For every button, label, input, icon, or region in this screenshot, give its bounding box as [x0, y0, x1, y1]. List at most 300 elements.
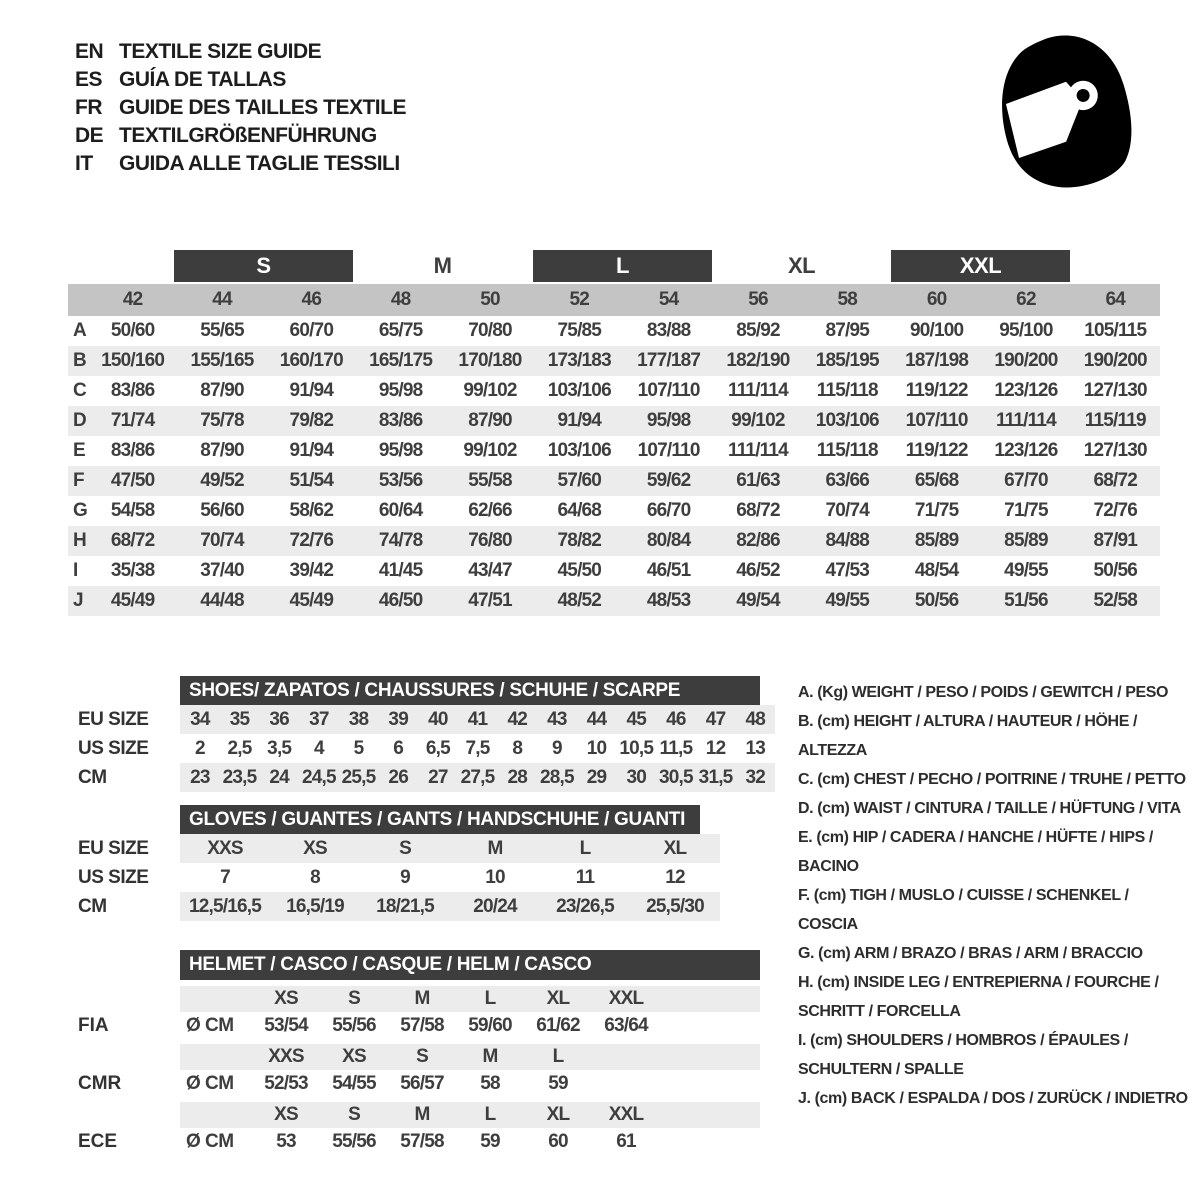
lang-row-it [75, 150, 406, 178]
size-value: 66/70 [646, 500, 691, 521]
shoe-cm: 27,5 [460, 766, 495, 788]
size-value: 48/53 [646, 590, 691, 611]
row-letter: G [73, 500, 88, 521]
glove-eu-size: M [487, 837, 503, 859]
legend-item-h [798, 968, 1190, 1026]
ece-size: XXL [608, 1104, 644, 1125]
size-value: 99/102 [463, 380, 517, 401]
cmr-size: XS [342, 1046, 366, 1067]
size-value: 177/187 [637, 350, 701, 371]
size-value: 87/91 [1093, 530, 1138, 551]
size-value: 111/114 [995, 410, 1056, 431]
size-value: 47/51 [468, 590, 512, 611]
size-value: 80/84 [646, 530, 691, 551]
legend-line: F. (cm) TIGH / MUSLO / CUISSE / SCHENKEL / COSCIA [798, 887, 1129, 933]
gloves-section-title: GLOVES / GUANTES / GANTS / HANDSCHUHE / GUANTI [180, 805, 700, 834]
glove-cm: 12,5/16,5 [188, 895, 262, 917]
shoe-cm: 32 [745, 766, 766, 788]
size-value: 82/86 [736, 530, 780, 551]
numeric-size: 42 [122, 289, 143, 310]
fia-value: 61/62 [536, 1015, 580, 1036]
shoe-eu-size: 38 [348, 708, 369, 730]
size-value: 103/106 [547, 440, 611, 461]
fia-size: L [484, 988, 496, 1009]
shoe-us-size: 2,5 [227, 737, 252, 759]
size-value: 71/75 [1004, 500, 1048, 521]
legend-item-g [798, 939, 1190, 968]
shoes-us-values [180, 734, 775, 763]
racing-helmet-icon [982, 28, 1138, 198]
cmr-sizes [252, 1044, 660, 1070]
shoe-us-size: 9 [551, 737, 562, 759]
shoe-us-size: 13 [745, 737, 766, 759]
size-value: 155/165 [190, 350, 254, 371]
shoe-us-size: 2 [194, 737, 205, 759]
glove-cm: 23/26,5 [556, 895, 614, 917]
shoe-eu-size: 48 [745, 708, 766, 730]
size-value: 71/75 [914, 500, 959, 521]
glove-eu-size: S [399, 837, 411, 859]
size-value: 83/88 [646, 320, 691, 341]
size-value: 87/90 [468, 410, 512, 431]
row-letter: B [73, 350, 87, 371]
shoe-us-size: 11,5 [659, 737, 693, 759]
diameter-cm-unit: Ø CM [186, 1015, 234, 1036]
shoe-eu-size: 36 [269, 708, 289, 730]
ece-value-row [78, 1128, 760, 1156]
lang-title: GUÍA DE TALLAS [119, 68, 286, 91]
cmr-value: 58 [480, 1073, 500, 1094]
size-value: 99/102 [463, 440, 517, 461]
size-value: 107/110 [905, 410, 968, 431]
spacer [180, 1044, 252, 1070]
size-value: 85/89 [914, 530, 959, 551]
shoe-cm: 24,5 [301, 766, 336, 788]
lang-code: IT [75, 152, 93, 175]
size-value: 49/55 [1004, 560, 1048, 581]
shoe-cm: 31,5 [698, 766, 733, 788]
ece-size: XL [546, 1104, 570, 1125]
shoe-eu-size: 43 [547, 708, 567, 730]
shoe-us-size: 4 [313, 737, 324, 759]
size-value: 91/94 [289, 440, 334, 461]
shoe-cm: 29 [586, 766, 607, 788]
numeric-size: 60 [926, 289, 947, 310]
table-row-i [68, 556, 1160, 586]
size-value: 70/80 [468, 320, 512, 341]
ece-value: 53 [276, 1131, 296, 1152]
shoe-us-size: 10,5 [619, 737, 654, 759]
shoe-cm: 30 [626, 766, 646, 788]
ece-size-header [180, 1102, 760, 1128]
size-value: 57/60 [557, 470, 602, 491]
shoes-eu-values [180, 705, 775, 734]
glove-cm: 16,5/19 [286, 895, 344, 917]
legend-line: G. (cm) ARM / BRAZO / BRAS / ARM / BRACCIO [798, 945, 1143, 962]
size-value: 95/98 [378, 380, 423, 401]
size-value: 160/170 [279, 350, 343, 371]
size-value: 115/118 [816, 380, 878, 401]
size-value: 61/63 [736, 470, 780, 491]
size-group-xxl: XXL [891, 250, 1070, 282]
fia-label: FIA [78, 1015, 109, 1036]
glove-us-size: 7 [220, 866, 230, 888]
row-letter: J [73, 590, 84, 611]
legend-line: J. (cm) BACK / ESPALDA / DOS / ZURÜCK / INDIETRO [798, 1090, 1188, 1107]
shoe-cm: 24 [269, 766, 289, 788]
glove-us-size: 11 [575, 866, 595, 888]
measurement-legend [798, 678, 1190, 1113]
lang-row-fr [75, 94, 406, 122]
shoe-cm: 23 [190, 766, 210, 788]
shoe-cm: 27 [428, 766, 448, 788]
size-group-s: S [174, 250, 353, 282]
size-value: 74/78 [378, 530, 423, 551]
size-value: 87/90 [200, 440, 244, 461]
gloves-size-section [68, 805, 788, 925]
size-value: 49/54 [736, 590, 780, 611]
table-row-a [68, 316, 1160, 346]
size-value: 41/45 [378, 560, 423, 581]
spacer [180, 986, 252, 1012]
numeric-size: 62 [1016, 289, 1036, 310]
shoe-eu-size: 42 [507, 708, 527, 730]
size-value: 59/62 [646, 470, 691, 491]
gloves-eu-size-label: EU SIZE [78, 837, 149, 859]
legend-line: E. (cm) HIP / CADERA / HANCHE / HÜFTE / HIPS / BACINO [798, 829, 1153, 875]
numeric-size-cells [88, 284, 1160, 316]
shoe-us-size: 3,5 [267, 737, 292, 759]
fia-value: 53/54 [264, 1015, 308, 1036]
lang-row-es [75, 66, 406, 94]
size-value: 71/74 [110, 410, 155, 431]
helmet-size-section [68, 950, 788, 1160]
size-value: 185/195 [815, 350, 879, 371]
shoe-eu-size: 40 [428, 708, 448, 730]
size-value: 75/85 [557, 320, 602, 341]
size-value: 83/86 [110, 380, 155, 401]
size-value: 127/130 [1083, 440, 1147, 461]
legend-item-i [798, 1026, 1190, 1084]
spacer [180, 1102, 252, 1128]
legend-item-b [798, 707, 1190, 765]
size-value: 56/60 [200, 500, 244, 521]
table-row-c [68, 376, 1160, 406]
size-group-row [68, 250, 1160, 283]
size-value: 115/119 [1084, 410, 1146, 431]
size-value: 83/86 [378, 410, 423, 431]
row-values [88, 436, 1160, 466]
size-value: 107/110 [637, 380, 700, 401]
size-value: 35/38 [110, 560, 155, 581]
row-values [88, 346, 1160, 376]
size-group-l: L [533, 250, 712, 282]
size-value: 111/114 [727, 440, 788, 461]
lang-code: FR [75, 96, 102, 119]
shoe-cm: 26 [388, 766, 408, 788]
ece-size: L [484, 1104, 496, 1125]
numeric-size: 58 [837, 289, 858, 310]
shoe-cm: 30,5 [659, 766, 693, 788]
ece-value: 55/56 [332, 1131, 376, 1152]
lang-code: DE [75, 124, 104, 147]
size-value: 95/98 [378, 440, 423, 461]
size-value: 150/160 [101, 350, 165, 371]
cmr-size: L [552, 1046, 564, 1067]
glove-eu-size: XL [663, 837, 687, 859]
size-value: 65/75 [378, 320, 423, 341]
shoe-us-size: 12 [705, 737, 726, 759]
gloves-us-size-label: US SIZE [78, 866, 149, 888]
shoe-cm: 25,5 [341, 766, 376, 788]
legend-line: C. (cm) CHEST / PECHO / POITRINE / TRUHE / PETTO [798, 771, 1186, 788]
row-letter: C [73, 380, 87, 401]
shoe-eu-size: 47 [705, 708, 726, 730]
size-value: 51/54 [289, 470, 334, 491]
fia-size: XS [274, 988, 298, 1009]
table-row-d [68, 406, 1160, 436]
shoe-us-size: 6,5 [425, 737, 450, 759]
legend-line: H. (cm) INSIDE LEG / ENTREPIERNA / FOURCHE / [798, 974, 1159, 991]
size-value: 46/52 [736, 560, 780, 581]
size-value: 54/58 [110, 500, 155, 521]
size-value: 72/76 [289, 530, 334, 551]
cmr-size: M [482, 1046, 498, 1067]
size-value: 99/102 [731, 410, 785, 431]
size-value: 52/58 [1093, 590, 1138, 611]
gloves-eu-values [180, 834, 720, 863]
table-row-h [68, 526, 1160, 556]
lang-title: GUIDA ALLE TAGLIE TESSILI [119, 152, 400, 175]
ece-size: M [414, 1104, 430, 1125]
size-value: 68/72 [110, 530, 155, 551]
size-value: 173/183 [547, 350, 611, 371]
lang-row-en [75, 38, 406, 66]
shoe-eu-size: 46 [666, 708, 686, 730]
legend-line: A. (Kg) WEIGHT / PESO / POIDS / GEWITCH / PESO [798, 684, 1169, 701]
cmr-size: XXS [268, 1046, 304, 1067]
fia-value: 59/60 [468, 1015, 512, 1036]
shoes-us-size-label: US SIZE [78, 737, 149, 759]
row-values [88, 556, 1160, 586]
size-value: 50/56 [1093, 560, 1138, 581]
size-value: 182/190 [726, 350, 790, 371]
cmr-value: 59 [548, 1073, 568, 1094]
size-value: 49/52 [200, 470, 244, 491]
cmr-label: CMR [78, 1073, 122, 1094]
glove-cm: 20/24 [473, 895, 517, 917]
row-values [88, 466, 1160, 496]
size-value: 68/72 [736, 500, 780, 521]
shoe-cm: 28 [507, 766, 527, 788]
lang-title: GUIDE DES TAILLES TEXTILE [119, 96, 406, 119]
size-value: 190/200 [1083, 350, 1147, 371]
row-values [88, 406, 1160, 436]
cmr-value: 54/55 [332, 1073, 376, 1094]
language-title-list [75, 38, 406, 178]
shoe-cm: 23,5 [222, 766, 257, 788]
size-value: 50/56 [914, 590, 959, 611]
cmr-value: 52/53 [264, 1073, 308, 1094]
size-value: 165/175 [369, 350, 433, 371]
row-values [88, 526, 1160, 556]
size-value: 48/52 [557, 590, 602, 611]
row-values [88, 316, 1160, 346]
row-letter: H [73, 530, 87, 551]
size-value: 64/68 [557, 500, 602, 521]
numeric-size: 56 [748, 289, 768, 310]
size-value: 107/110 [637, 440, 700, 461]
legend-item-c [798, 765, 1190, 794]
fia-value: 63/64 [604, 1015, 648, 1036]
size-value: 50/60 [110, 320, 155, 341]
shoe-eu-size: 44 [586, 708, 607, 730]
size-value: 91/94 [557, 410, 602, 431]
ece-label: ECE [78, 1131, 118, 1152]
numeric-size: 50 [480, 289, 500, 310]
shoe-us-size: 5 [353, 737, 364, 759]
table-row-f [68, 466, 1160, 496]
size-value: 127/130 [1083, 380, 1147, 401]
size-value: 47/50 [110, 470, 155, 491]
numeric-size: 52 [569, 289, 590, 310]
ece-value: 57/58 [400, 1131, 444, 1152]
size-value: 84/88 [825, 530, 870, 551]
size-value: 43/47 [468, 560, 512, 581]
glove-us-size: 10 [485, 866, 505, 888]
shoe-us-size: 10 [586, 737, 607, 759]
size-value: 85/89 [1004, 530, 1048, 551]
glove-us-size: 9 [400, 866, 410, 888]
size-value: 83/86 [110, 440, 155, 461]
table-row-j [68, 586, 1160, 616]
size-value: 51/56 [1004, 590, 1048, 611]
fia-size: XL [546, 988, 570, 1009]
size-value: 119/122 [905, 440, 968, 461]
glove-eu-size: L [579, 837, 591, 859]
shoes-cm-label: CM [78, 766, 107, 788]
ece-size: S [348, 1104, 360, 1125]
gloves-cm-label: CM [78, 895, 107, 917]
size-value: 87/90 [200, 380, 244, 401]
glove-cm: 18/21,5 [376, 895, 434, 917]
size-value: 95/98 [646, 410, 691, 431]
fia-values [252, 1012, 660, 1040]
row-letter: A [73, 320, 87, 341]
glove-eu-size: XS [303, 837, 327, 859]
legend-line: B. (cm) HEIGHT / ALTURA / HAUTEUR / HÖHE / ALTEZZA [798, 713, 1138, 759]
size-group-m: M [433, 253, 452, 278]
shoe-cm: 28,5 [539, 766, 574, 788]
gloves-cm-values [180, 892, 720, 921]
lang-title: TEXTILGRÖßENFÜHRUNG [119, 124, 377, 147]
legend-line: I. (cm) SHOULDERS / HOMBROS / ÉPAULES / [798, 1032, 1128, 1049]
diameter-cm-unit: Ø CM [186, 1131, 234, 1152]
lang-title: TEXTILE SIZE GUIDE [119, 40, 322, 63]
legend-line: SCHRITT / FORCELLA [798, 1003, 961, 1020]
size-value: 48/54 [914, 560, 959, 581]
size-value: 70/74 [200, 530, 244, 551]
size-value: 60/64 [378, 500, 423, 521]
shoes-eu-size-label: EU SIZE [78, 708, 149, 730]
fia-size: XXL [608, 988, 644, 1009]
textile-size-table [68, 250, 1160, 616]
size-value: 123/126 [994, 380, 1058, 401]
size-value: 95/100 [999, 320, 1053, 341]
size-value: 79/82 [289, 410, 334, 431]
size-value: 60/70 [289, 320, 334, 341]
size-value: 72/76 [1093, 500, 1138, 521]
row-letter: E [73, 440, 86, 461]
size-value: 105/115 [1084, 320, 1147, 341]
numeric-size: 46 [301, 289, 322, 310]
legend-item-j [798, 1084, 1190, 1113]
helmet-section-title: HELMET / CASCO / CASQUE / HELM / CASCO [180, 950, 760, 980]
size-value: 39/42 [289, 560, 334, 581]
lang-row-de [75, 122, 406, 150]
shoes-section-title: SHOES/ ZAPATOS / CHAUSSURES / SCHUHE / SCARPE [180, 676, 760, 705]
shoe-us-size: 6 [393, 737, 404, 759]
ece-sizes [252, 1102, 660, 1128]
size-value: 65/68 [914, 470, 959, 491]
fia-value: 57/58 [400, 1015, 444, 1036]
size-value: 187/198 [905, 350, 969, 371]
size-value: 78/82 [557, 530, 602, 551]
size-value: 53/56 [378, 470, 423, 491]
fia-size: M [414, 988, 430, 1009]
shoe-us-size: 7,5 [465, 737, 490, 759]
diameter-cm-unit: Ø CM [186, 1073, 234, 1094]
row-values [88, 586, 1160, 616]
glove-eu-size: XXS [207, 837, 243, 859]
lang-code: ES [75, 68, 103, 91]
row-letter: I [73, 560, 79, 581]
legend-line: D. (cm) WAIST / CINTURA / TAILLE / HÜFTUNG / VITA [798, 800, 1181, 817]
cmr-value: 56/57 [400, 1073, 444, 1094]
size-value: 46/51 [646, 560, 691, 581]
shoe-eu-size: 34 [190, 708, 210, 730]
size-value: 103/106 [815, 410, 879, 431]
fia-value-row [78, 1012, 760, 1040]
row-letter: F [73, 470, 85, 491]
cmr-size-header [180, 1044, 760, 1070]
legend-item-d [798, 794, 1190, 823]
size-value: 90/100 [909, 320, 964, 341]
size-value: 45/49 [289, 590, 334, 611]
size-value: 55/58 [468, 470, 512, 491]
ece-value: 59 [480, 1131, 500, 1152]
cmr-values [252, 1070, 660, 1098]
size-value: 87/95 [825, 320, 870, 341]
size-value: 115/118 [816, 440, 878, 461]
size-value: 103/106 [547, 380, 611, 401]
numeric-size: 54 [658, 289, 679, 310]
numeric-size: 44 [212, 289, 232, 310]
size-value: 49/55 [825, 590, 870, 611]
size-value: 58/62 [289, 500, 334, 521]
table-row-e [68, 436, 1160, 466]
size-value: 63/66 [825, 470, 870, 491]
legend-item-a [798, 678, 1190, 707]
row-values [88, 496, 1160, 526]
size-value: 119/122 [905, 380, 968, 401]
fia-size: S [348, 988, 360, 1009]
size-value: 47/53 [825, 560, 870, 581]
size-value: 190/200 [994, 350, 1058, 371]
ece-size: XS [274, 1104, 298, 1125]
size-value: 70/74 [825, 500, 870, 521]
glove-cm: 25,5/30 [646, 895, 704, 917]
